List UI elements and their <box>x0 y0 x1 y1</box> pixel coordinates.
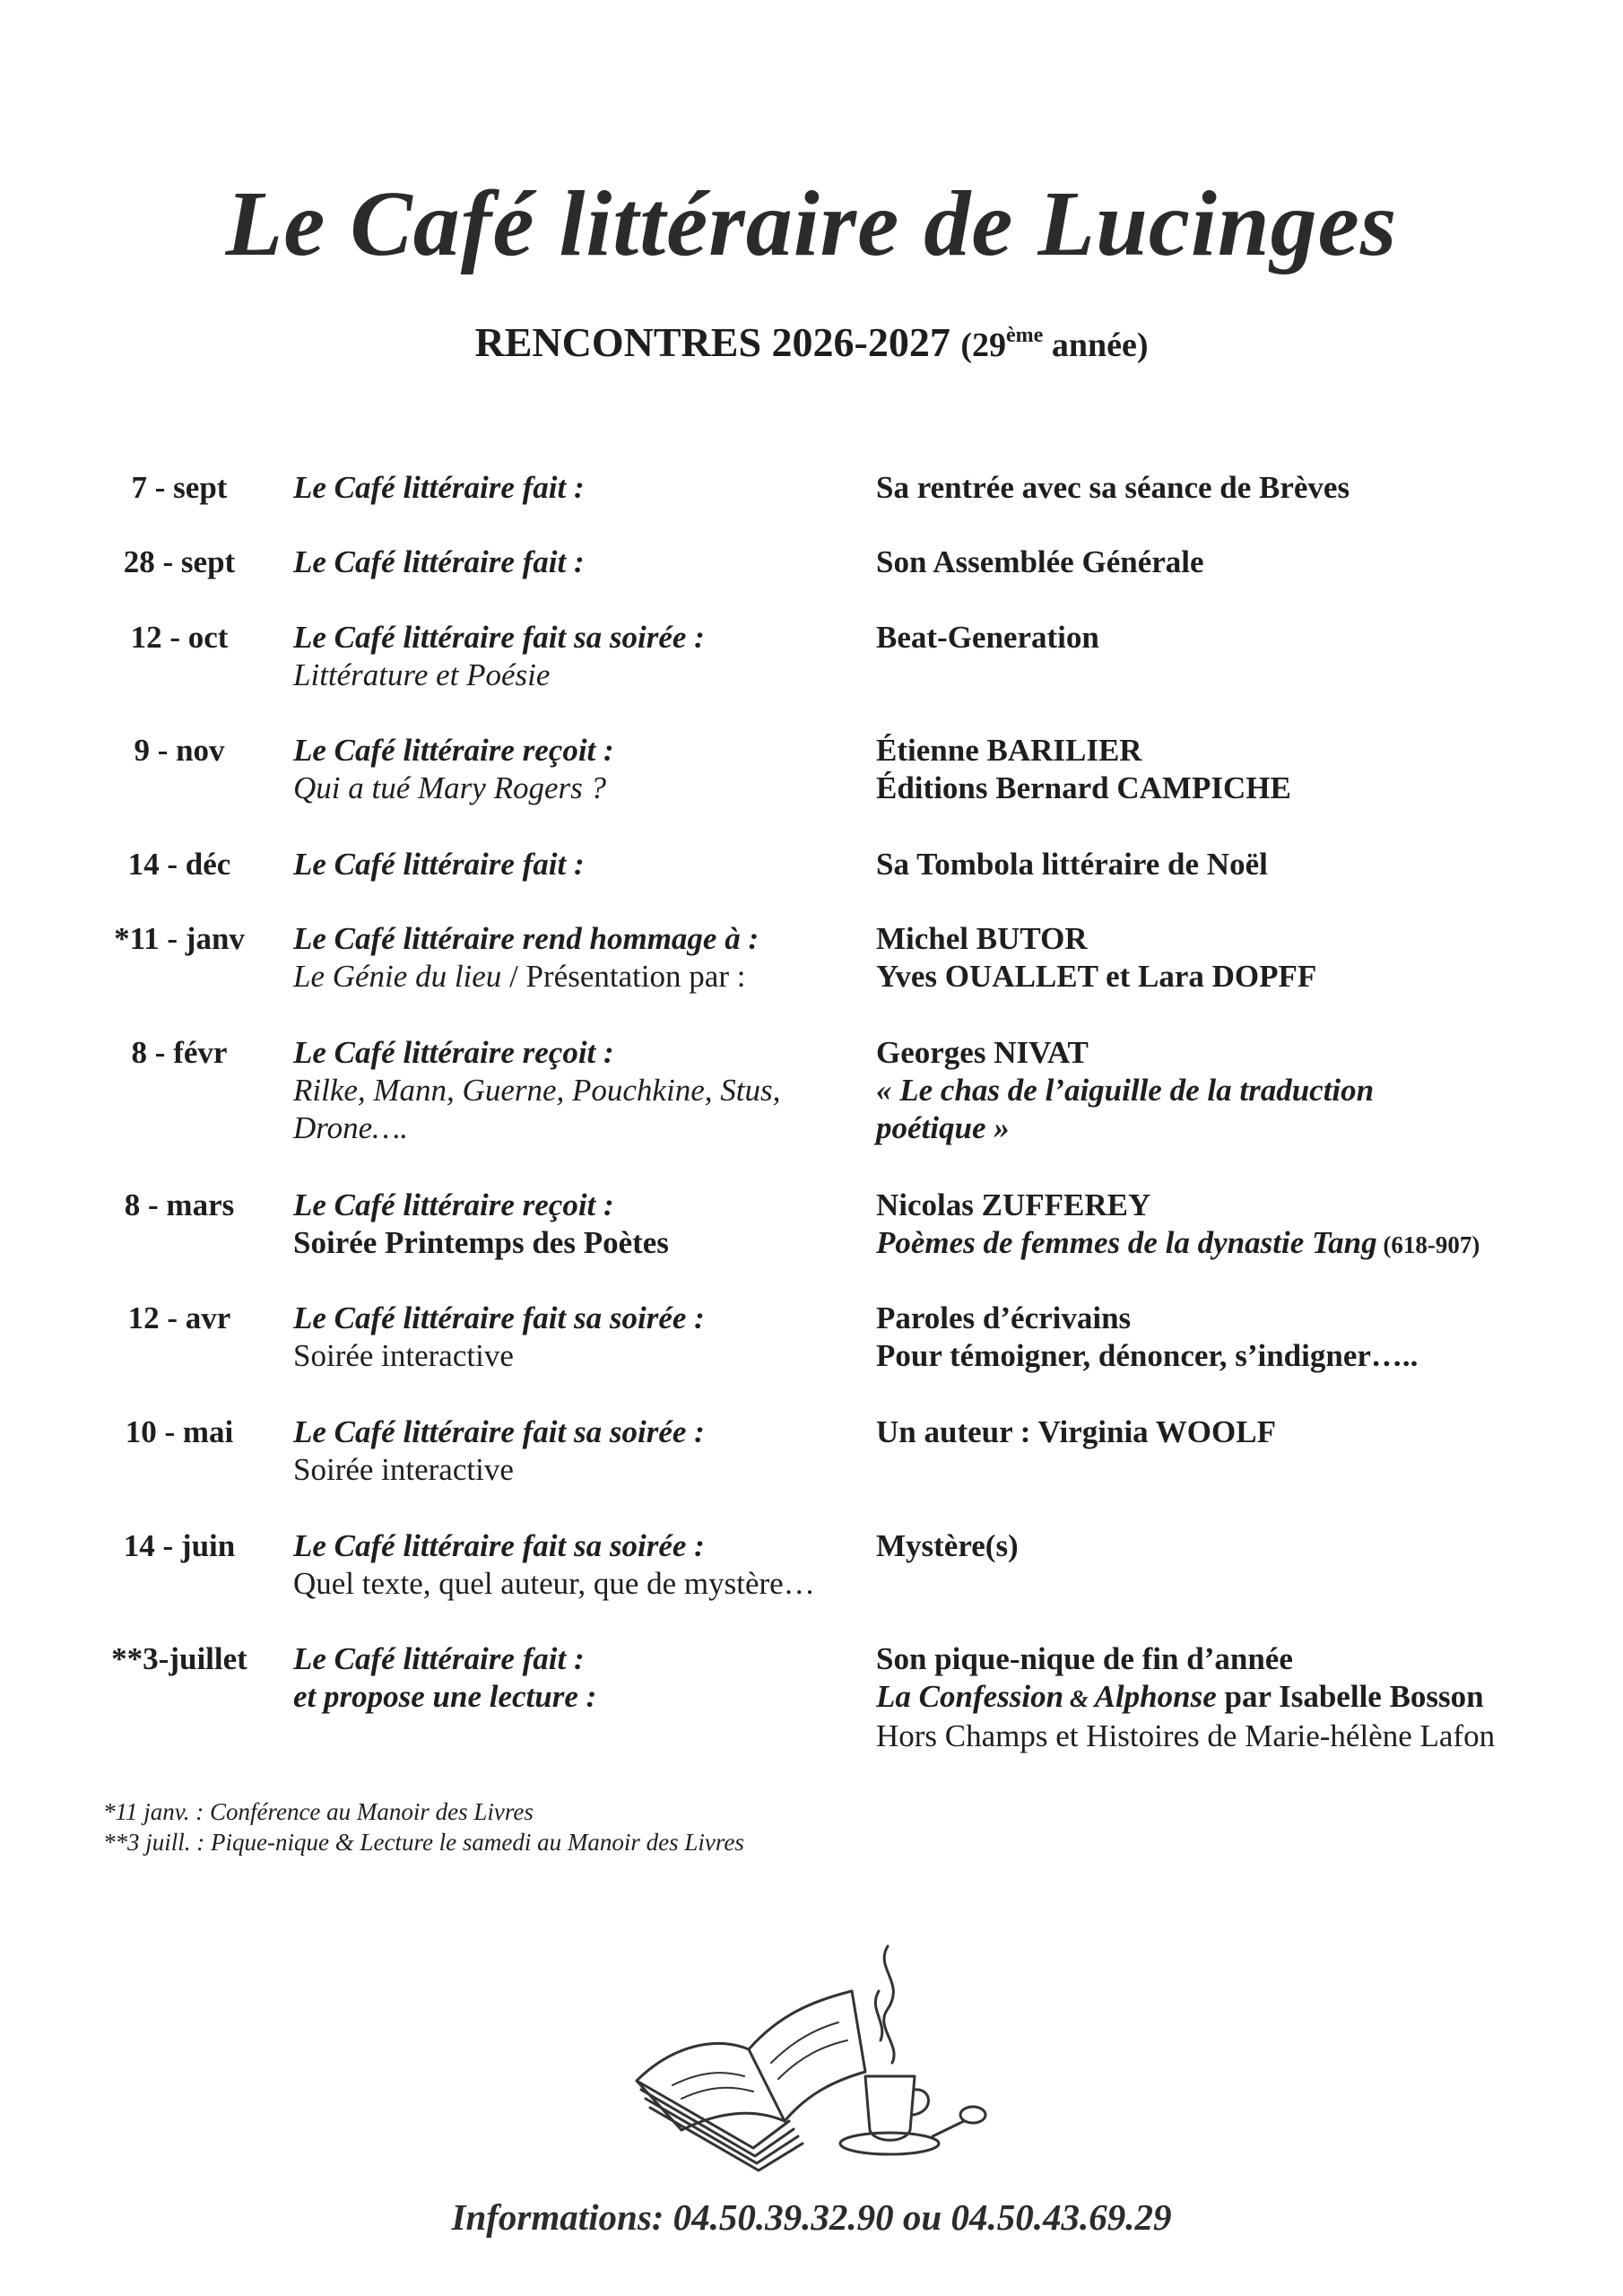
event-detail: Rilke, Mann, Guerne, Pouchkine, Stus, <box>293 1073 781 1108</box>
event-intro: Le Café littéraire fait sa soirée : <box>293 620 705 655</box>
footnotes <box>103 1796 744 1857</box>
event-intro: Le Café littéraire rend hommage à : <box>293 921 759 956</box>
event-date: 14 - juin <box>123 1528 236 1563</box>
event-intro-2: et propose une lecture : <box>293 1679 597 1714</box>
event-intro: Le Café littéraire fait : <box>293 544 585 579</box>
event-intro: Le Café littéraire fait : <box>293 1641 585 1676</box>
event-topic: Mystère(s) <box>876 1528 1019 1563</box>
event-date: 9 - nov <box>134 733 225 768</box>
subtitle-main: RENCONTRES 2026-2027 <box>474 319 950 365</box>
event-guest: Étienne BARILIER <box>876 733 1142 768</box>
event-reading: La Confession & Alphonse par Isabelle Bosson <box>876 1679 1484 1714</box>
event-detail: Quel texte, quel auteur, que de mystère… <box>293 1566 815 1601</box>
event-guest: Nicolas ZUFFEREY <box>876 1187 1151 1222</box>
event-intro: Le Café littéraire fait : <box>293 470 585 505</box>
event-topic: Paroles d’écrivains <box>876 1300 1132 1335</box>
event-intro: Le Café littéraire fait sa soirée : <box>293 1300 705 1335</box>
event-detail: Soirée interactive <box>293 1338 514 1373</box>
event-topic: Beat-Generation <box>876 620 1099 655</box>
event-date: 14 - déc <box>127 847 231 882</box>
event-date: 28 - sept <box>123 544 236 579</box>
event-date: 12 - oct <box>130 620 229 655</box>
page-title: Le Café littéraire de Lucinges <box>225 172 1398 275</box>
event-topic: Son pique-nique de fin d’année <box>876 1641 1293 1676</box>
event-talk-title: « Le chas de l’aiguille de la traduction <box>876 1073 1375 1108</box>
book-and-coffee-cup-icon <box>619 1928 995 2188</box>
event-book-title: Poèmes de femmes de la dynastie Tang (618-907) <box>876 1225 1480 1260</box>
event-intro: Le Café littéraire reçoit : <box>293 1187 614 1222</box>
event-date: 10 - mai <box>125 1414 234 1449</box>
event-date: **3-juillet <box>111 1641 247 1676</box>
event-intro: Le Café littéraire reçoit : <box>293 1035 614 1070</box>
event-presenters: Yves OUALLET et Lara DOPFF <box>876 959 1317 994</box>
event-publisher: Éditions Bernard CAMPICHE <box>876 770 1291 805</box>
event-guest: Georges NIVAT <box>876 1035 1089 1070</box>
event-topic-detail: Pour témoigner, dénoncer, s’indigner….. <box>876 1338 1419 1373</box>
subtitle-edition: (29ème année) <box>960 324 1149 364</box>
event-date: 12 - avr <box>127 1300 231 1335</box>
footnote: **3 juill. : Pique-nique & Lecture le samedi au Manoir des Livres <box>103 1829 744 1856</box>
event-date: *11 - janv <box>114 921 245 956</box>
event-detail: Littérature et Poésie <box>293 657 551 692</box>
event-reading-detail: Hors Champs et Histoires de Marie-hélène Lafon <box>876 1718 1496 1753</box>
event-detail: Qui a tué Mary Rogers ? <box>293 770 606 805</box>
event-intro: Le Café littéraire fait sa soirée : <box>293 1528 705 1563</box>
event-date: 8 - mars <box>124 1187 235 1222</box>
event-date: 8 - févr <box>131 1035 228 1070</box>
page-subtitle <box>0 318 1623 366</box>
event-detail: Soirée interactive <box>293 1452 514 1487</box>
event-talk-title: poétique » <box>876 1110 1010 1145</box>
event-detail: Drone…. <box>293 1110 409 1145</box>
event-topic: Sa rentrée avec sa séance de Brèves <box>876 470 1350 505</box>
contact-info: Informations: 04.50.39.32.90 ou 04.50.43.69.29 <box>451 2196 1172 2238</box>
event-detail: Soirée Printemps des Poètes <box>293 1225 669 1260</box>
event-topic: Son Assemblée Générale <box>876 544 1204 579</box>
event-date: 7 - sept <box>131 470 228 505</box>
event-intro: Le Café littéraire fait sa soirée : <box>293 1414 705 1449</box>
event-topic: Un auteur : Virginia WOOLF <box>876 1414 1276 1449</box>
event-topic: Sa Tombola littéraire de Noël <box>876 847 1268 882</box>
event-detail: Le Génie du lieu / Présentation par : <box>293 959 746 994</box>
event-intro: Le Café littéraire reçoit : <box>293 733 614 768</box>
footnote: *11 janv. : Conférence au Manoir des Livres <box>103 1798 534 1825</box>
event-intro: Le Café littéraire fait : <box>293 847 585 882</box>
event-guest: Michel BUTOR <box>876 921 1088 956</box>
